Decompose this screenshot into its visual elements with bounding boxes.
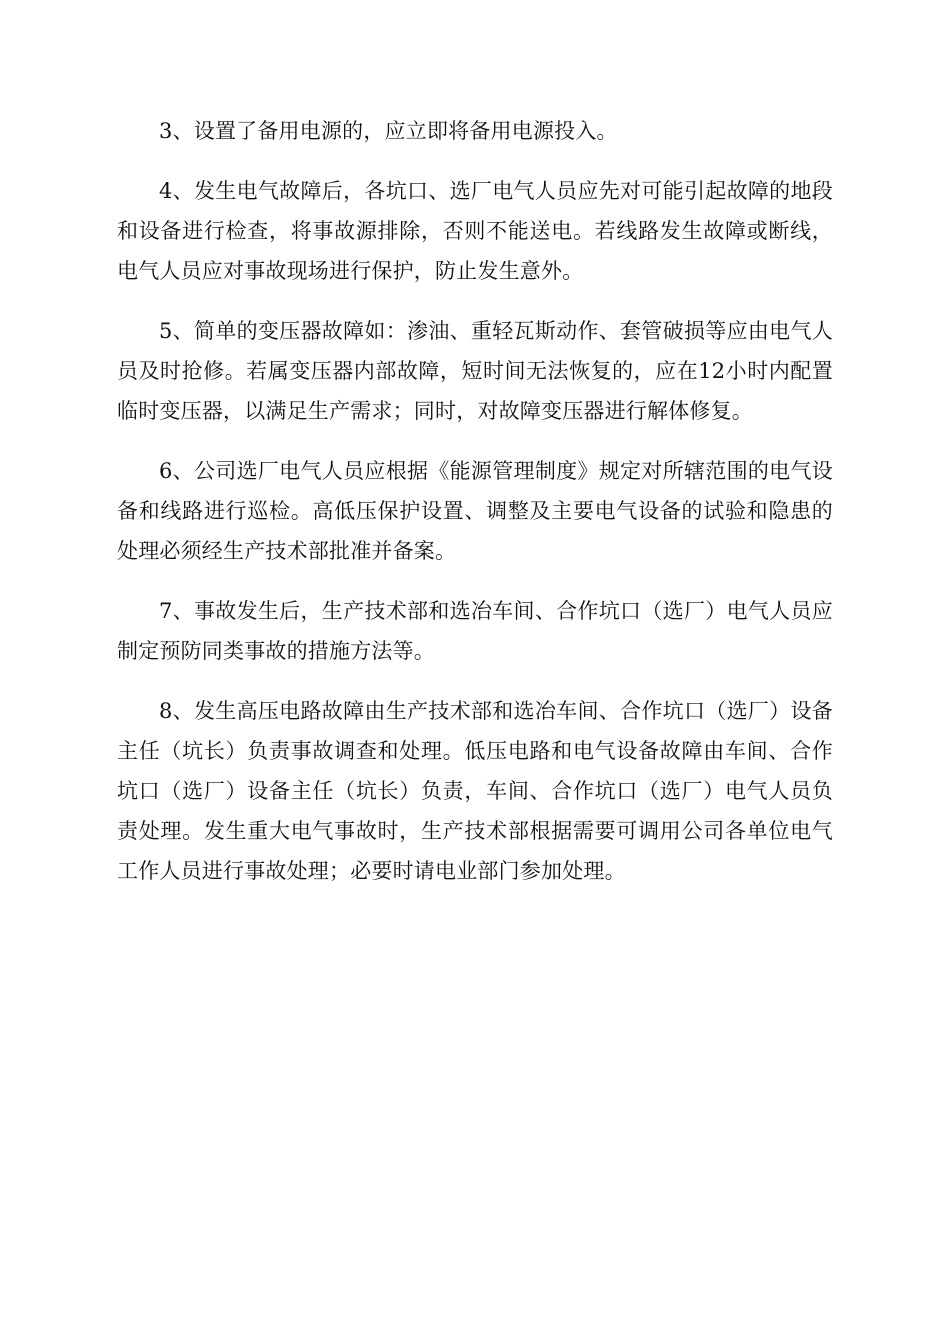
document-body — [117, 111, 833, 911]
paragraph-item-7: 7、事故发生后，生产技术部和选冶车间、合作坑口（选厂）电气人员应制定预防同类事故的措施方法等。 — [117, 599, 833, 663]
paragraph-item-6: 6、公司选厂电气人员应根据《能源管理制度》规定对所辖范围的电气设备和线路进行巡检。高低压保护设置、调整及主要电气设备的试验和隐患的处理必须经生产技术部批准并备案。 — [117, 459, 833, 563]
paragraph-item-4: 4、发生电气故障后，各坑口、选厂电气人员应先对可能引起故障的地段和设备进行检查，将事故源排除，否则不能送电。若线路发生故障或断线，电气人员应对事故现场进行保护，防止发生意外。 — [117, 179, 833, 283]
paragraph-item-3: 3、设置了备用电源的，应立即将备用电源投入。 — [159, 119, 618, 143]
paragraph-item-8: 8、发生高压电路故障由生产技术部和选冶车间、合作坑口（选厂）设备主任（坑长）负责事故调查和处理。低压电路和电气设备故障由车间、合作坑口（选厂）设备主任（坑长）负责，车间、合作坑口（选厂）电气人员负责处理。发生重大电气事故时，生产技术部根据需要可调用公司各单位电气工作人员进行事故处理；必要时请电业部门参加处理。 — [117, 699, 833, 883]
paragraph-item-5: 5、简单的变压器故障如：渗油、重轻瓦斯动作、套管破损等应由电气人员及时抢修。若属变压器内部故障，短时间无法恢复的，应在12小时内配置临时变压器，以满足生产需求；同时，对故障变压器进行解体修复。 — [117, 319, 833, 423]
